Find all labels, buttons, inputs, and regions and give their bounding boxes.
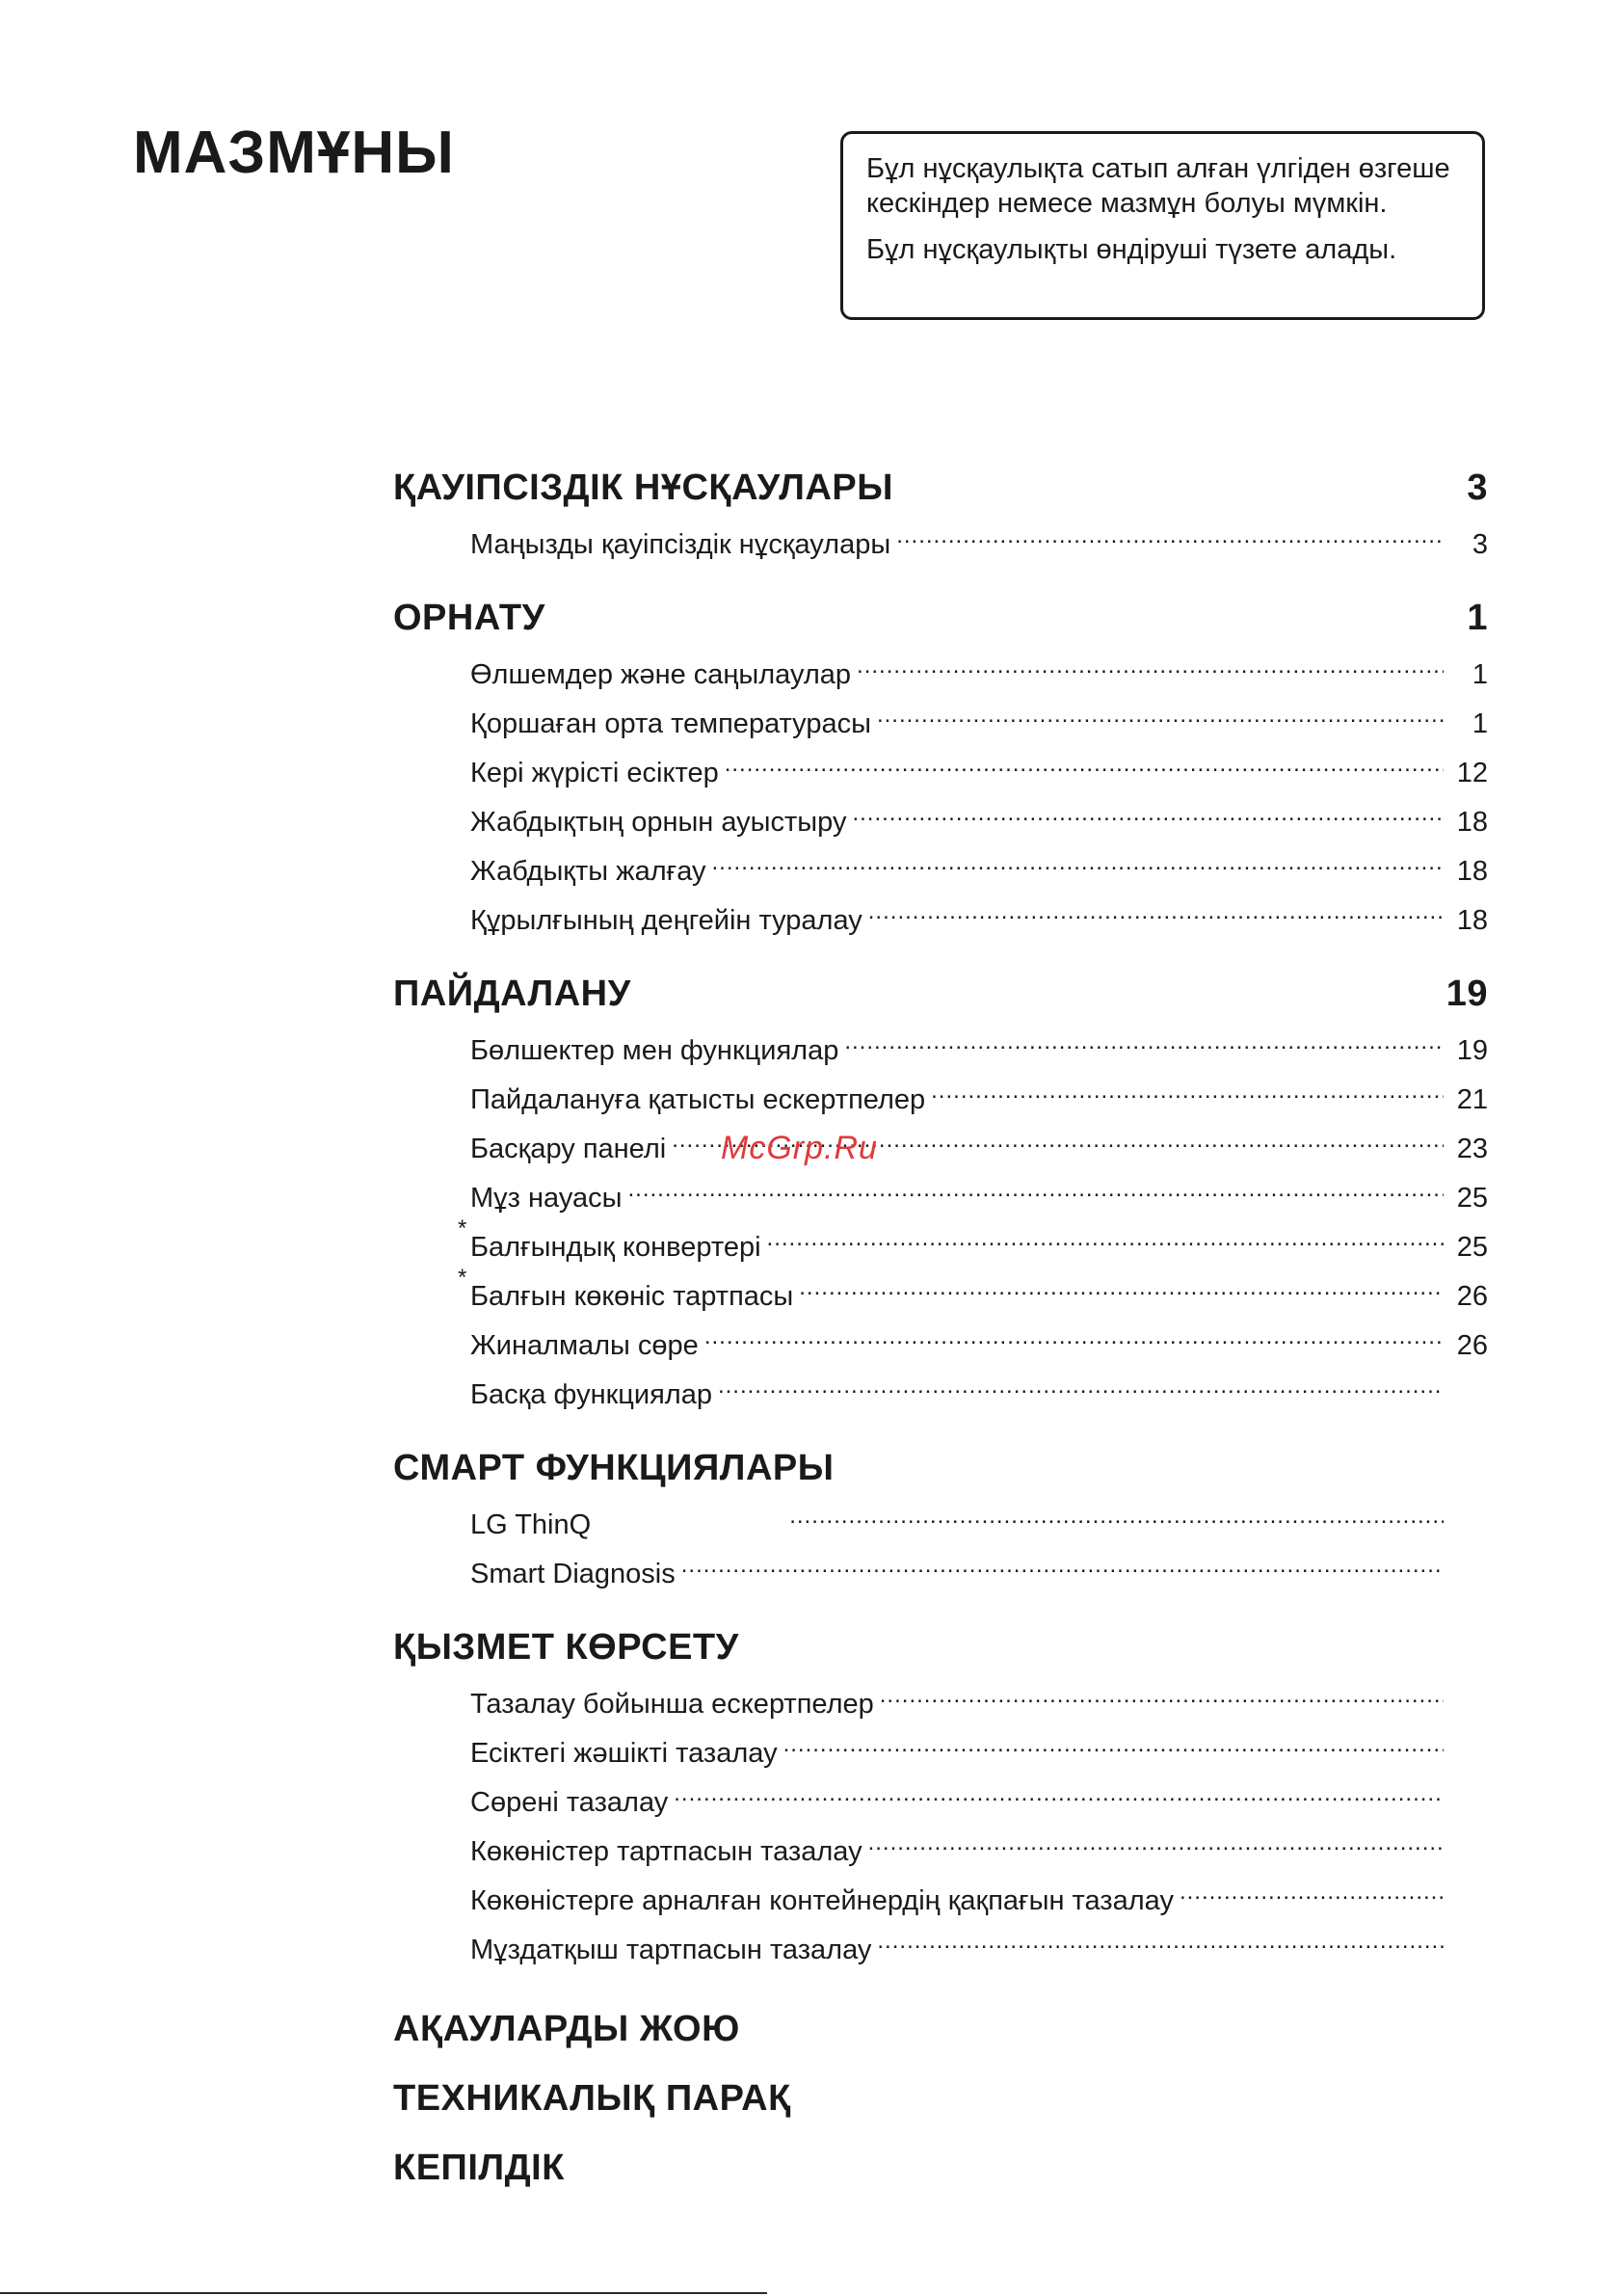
toc-entry[interactable]: [470, 1674, 1488, 1723]
toc-entry[interactable]: [470, 743, 1488, 792]
entry-label: Жабдықты жалғау: [470, 856, 706, 887]
entry-page-number: 26: [1456, 1281, 1488, 1312]
entry-label: LG ThinQ: [470, 1509, 592, 1540]
toc-section-troubleshooting[interactable]: АҚАУЛАРДЫ ЖОЮ: [393, 2009, 740, 2049]
entry-label: Бөлшектер мен функциялар: [470, 1035, 839, 1066]
dot-leader: [931, 1070, 1444, 1108]
dot-leader: [674, 1773, 1444, 1811]
notice-text-1: Бұл нұсқаулықта сатып алған үлгіден өзгеше кескіндер немесе мазмұн болуы мүмкін.: [866, 153, 1450, 219]
notice-text-2: Бұл нұсқаулықты өндіруші түзете алады.: [866, 234, 1397, 265]
section-page-number: 1: [1467, 598, 1488, 638]
dot-leader: [868, 891, 1444, 929]
entry-page-number: 18: [1456, 807, 1488, 838]
dot-leader: [852, 792, 1444, 831]
dot-leader: [681, 1544, 1444, 1583]
section-title: СМАРТ ФУНКЦИЯЛАРЫ: [393, 1448, 835, 1488]
toc-section-safety: [393, 461, 1488, 564]
toc-section-heading[interactable]: [393, 591, 1488, 645]
entry-label: Құрылғының деңгейін туралау: [470, 905, 862, 936]
dot-leader: [844, 1021, 1444, 1059]
toc-section-heading[interactable]: [393, 967, 1488, 1021]
toc-section-smart-functions: [393, 1441, 1488, 1593]
entry-page-number: 1: [1472, 659, 1488, 690]
toc-entry[interactable]: [470, 1168, 1488, 1217]
toc-entry[interactable]: [458, 1215, 1488, 1267]
entry-label: Қоршаған орта температурасы: [470, 708, 871, 739]
entry-label: Балғындық конвертері: [470, 1232, 761, 1263]
entry-label: Басқару панелі: [470, 1134, 667, 1164]
section-title: ПАЙДАЛАНУ: [393, 974, 631, 1014]
dot-leader: [725, 743, 1444, 782]
entry-page-number: 18: [1456, 905, 1488, 936]
watermark-text: McGrp.Ru: [721, 1130, 878, 1166]
entry-label: Көкөністер тартпасын тазалау: [470, 1836, 862, 1867]
dot-leader: [712, 841, 1444, 880]
section-title: ОРНАТУ: [393, 598, 545, 638]
footer-divider: [0, 2292, 767, 2294]
dot-leader: [627, 1168, 1444, 1207]
toc-section-warranty[interactable]: КЕПІЛДІК: [393, 2148, 565, 2188]
toc-entry[interactable]: [470, 1316, 1488, 1365]
entry-page-number: 26: [1456, 1330, 1488, 1361]
dot-leader: [783, 1723, 1444, 1762]
toc-entry[interactable]: [470, 792, 1488, 841]
entry-page-number: 1: [1472, 708, 1488, 739]
toc-entry[interactable]: [470, 1920, 1488, 1969]
toc-entry[interactable]: [458, 1265, 1488, 1316]
toc-entry[interactable]: [470, 1871, 1488, 1920]
section-title: ҚЫЗМЕТ КӨРСЕТУ: [393, 1627, 739, 1668]
dot-leader: [877, 1920, 1444, 1959]
toc-entry[interactable]: [470, 645, 1488, 694]
entry-page-number: 21: [1456, 1084, 1488, 1115]
dot-leader: [799, 1267, 1444, 1305]
entry-page-number: 25: [1456, 1183, 1488, 1214]
toc-section-heading[interactable]: [393, 1620, 1488, 1674]
toc-entry[interactable]: [470, 891, 1488, 940]
entry-page-number: 12: [1456, 758, 1488, 788]
toc-entry[interactable]: [470, 515, 1488, 564]
dot-leader: [896, 515, 1444, 553]
toc-section-maintenance: [393, 1620, 1488, 1969]
table-of-contents: [393, 461, 1488, 2195]
entry-label: Тазалау бойынша ескертпелер: [470, 1689, 874, 1720]
footnote-mark: *: [458, 1215, 467, 1241]
footnote-mark: *: [458, 1265, 467, 1291]
entry-page-number: 23: [1456, 1134, 1488, 1164]
toc-entry[interactable]: [470, 1365, 1488, 1414]
entry-label: Жабдықтың орнын ауыстыру: [470, 807, 847, 838]
dot-leader: [718, 1365, 1444, 1403]
entry-label: Басқа функциялар: [470, 1379, 712, 1410]
entry-label: Маңызды қауіпсіздік нұсқаулары: [470, 529, 891, 560]
toc-entry[interactable]: [470, 1773, 1488, 1822]
dot-leader: [857, 645, 1444, 683]
entry-label: Smart Diagnosis: [470, 1559, 676, 1589]
toc-entry[interactable]: [470, 1119, 1488, 1168]
entry-label: Мұз науасы: [470, 1183, 623, 1214]
toc-section-installation: [393, 591, 1488, 940]
notice-box: [840, 131, 1485, 320]
dot-leader: [877, 694, 1444, 733]
entry-label: Пайдалануға қатысты ескертпелер: [470, 1084, 926, 1115]
toc-entry[interactable]: [470, 694, 1488, 743]
entry-label: Балғын көкөніс тартпасы: [470, 1281, 794, 1312]
entry-label: Сөрені тазалау: [470, 1787, 669, 1818]
entry-label: Көкөністерге арналған контейнердің қақпағын тазалау: [470, 1885, 1174, 1916]
toc-entry[interactable]: [470, 1544, 1488, 1593]
toc-section-technical-sheet[interactable]: ТЕХНИКАЛЫҚ ПАРАҚ: [393, 2078, 791, 2119]
entry-label: Есіктегі жәшікті тазалау: [470, 1738, 778, 1769]
entry-label: Өлшемдер және саңылаулар: [470, 659, 852, 690]
dot-leader: [1180, 1871, 1444, 1909]
entry-label: Кері жүрісті есіктер: [470, 758, 719, 788]
section-page-number: 19: [1446, 974, 1488, 1014]
toc-entry[interactable]: [470, 1495, 1488, 1544]
toc-entry[interactable]: [470, 1822, 1488, 1871]
dot-leader: [868, 1822, 1444, 1860]
toc-entry[interactable]: [470, 1070, 1488, 1119]
entry-label: Мұздатқыш тартпасын тазалау: [470, 1935, 872, 1965]
entry-label: Жиналмалы сөре: [470, 1330, 699, 1361]
section-page-number: 3: [1467, 467, 1488, 508]
dot-leader: [704, 1316, 1444, 1354]
toc-entry[interactable]: [470, 841, 1488, 891]
entry-page-number: 19: [1456, 1035, 1488, 1066]
dot-leader: [789, 1495, 1444, 1534]
dot-leader: [880, 1674, 1444, 1713]
toc-entry[interactable]: [470, 1021, 1488, 1070]
entry-page-number: 25: [1456, 1232, 1488, 1263]
dot-leader: [767, 1217, 1444, 1256]
entry-page-number: 18: [1456, 856, 1488, 887]
toc-section-heading[interactable]: [393, 1441, 1488, 1495]
toc-section-operation: [393, 967, 1488, 1414]
section-title: ҚАУІПСІЗДІК НҰСҚАУЛАРЫ: [393, 467, 893, 508]
toc-entry[interactable]: [470, 1723, 1488, 1773]
entry-page-number: 3: [1472, 529, 1488, 560]
toc-section-heading[interactable]: [393, 461, 1488, 515]
page-title: МАЗМҰНЫ: [133, 120, 455, 186]
